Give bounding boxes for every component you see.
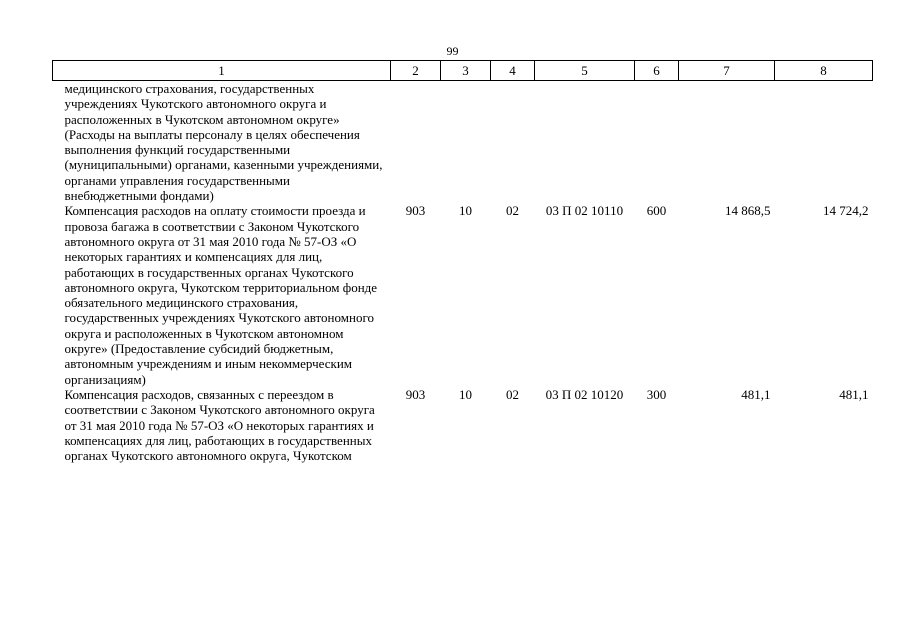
row-subsection: 02 — [506, 203, 519, 219]
row-amount-1 — [679, 81, 775, 204]
table-row — [53, 387, 873, 463]
table-row — [53, 81, 873, 204]
header-col-5: 5 — [535, 61, 635, 81]
row-name: медицинского страхования, государственных учреждениях Чукотского автономного округа и расположенных в Чукотском автономном округе» (Расходы на выплаты персоналу в целях обеспечения выполнения функций государственными (муниципальными) органами, казенными учреждениями, органами управления государственными внебюджетными фондами) — [64, 81, 383, 204]
row-section — [441, 81, 491, 204]
row-target-article: 03 П 02 10120 — [545, 386, 624, 402]
row-amount-2 — [775, 81, 873, 204]
row-amount-1: 481,1 — [741, 386, 771, 402]
table-row — [53, 203, 873, 387]
row-name: Компенсация расходов, связанных с переездом в соответствии с Законом Чукотского автономного округа от 31 мая 2010 года № 57-ОЗ «О некоторых гарантиях и компенсациях для лиц, работающих в государственных органах Чукотского автономного округа, Чукотском — [64, 386, 375, 464]
page-number: 99 — [446, 44, 459, 58]
row-amount-2: 481,1 — [839, 386, 869, 402]
header-col-1: 1 — [53, 61, 391, 81]
header-col-2: 2 — [391, 61, 441, 81]
row-section: 10 — [459, 203, 472, 219]
row-target-article: 03 П 02 10110 — [545, 203, 624, 219]
row-amount-2: 14 724,2 — [823, 203, 869, 219]
row-amount-1: 14 868,5 — [725, 203, 771, 219]
header-col-4: 4 — [491, 61, 535, 81]
header-col-3: 3 — [441, 61, 491, 81]
header-col-7: 7 — [679, 61, 775, 81]
row-ministry-code — [391, 81, 441, 204]
header-col-8: 8 — [775, 61, 873, 81]
row-expense-type: 300 — [646, 386, 667, 402]
row-subsection — [491, 81, 535, 204]
row-target-article — [535, 81, 635, 204]
row-section: 10 — [459, 386, 472, 402]
header-col-6: 6 — [635, 61, 679, 81]
budget-table — [52, 60, 873, 463]
row-expense-type — [635, 81, 679, 204]
row-ministry-code: 903 — [405, 386, 426, 402]
row-expense-type: 600 — [646, 203, 667, 219]
row-subsection: 02 — [506, 386, 519, 402]
header-row — [53, 61, 873, 81]
row-name: Компенсация расходов на оплату стоимости проезда и провоза багажа в соответствии с Законом Чукотского автономного округа от 31 мая 2010 года № 57-ОЗ «О некоторых гарантиях и компенсациях для лиц, работающих в государственных органах Чукотского автономного округа, Чукотском территориальном фонде обязательного медицинского страхования, государственных учреждениях Чукотского автономного округа и расположенных в Чукотском автономном округе» (Предоставление субсидий бюджетным, автономным учреждениям и иным некоммерческим организациям) — [64, 203, 378, 387]
row-ministry-code: 903 — [405, 203, 426, 219]
